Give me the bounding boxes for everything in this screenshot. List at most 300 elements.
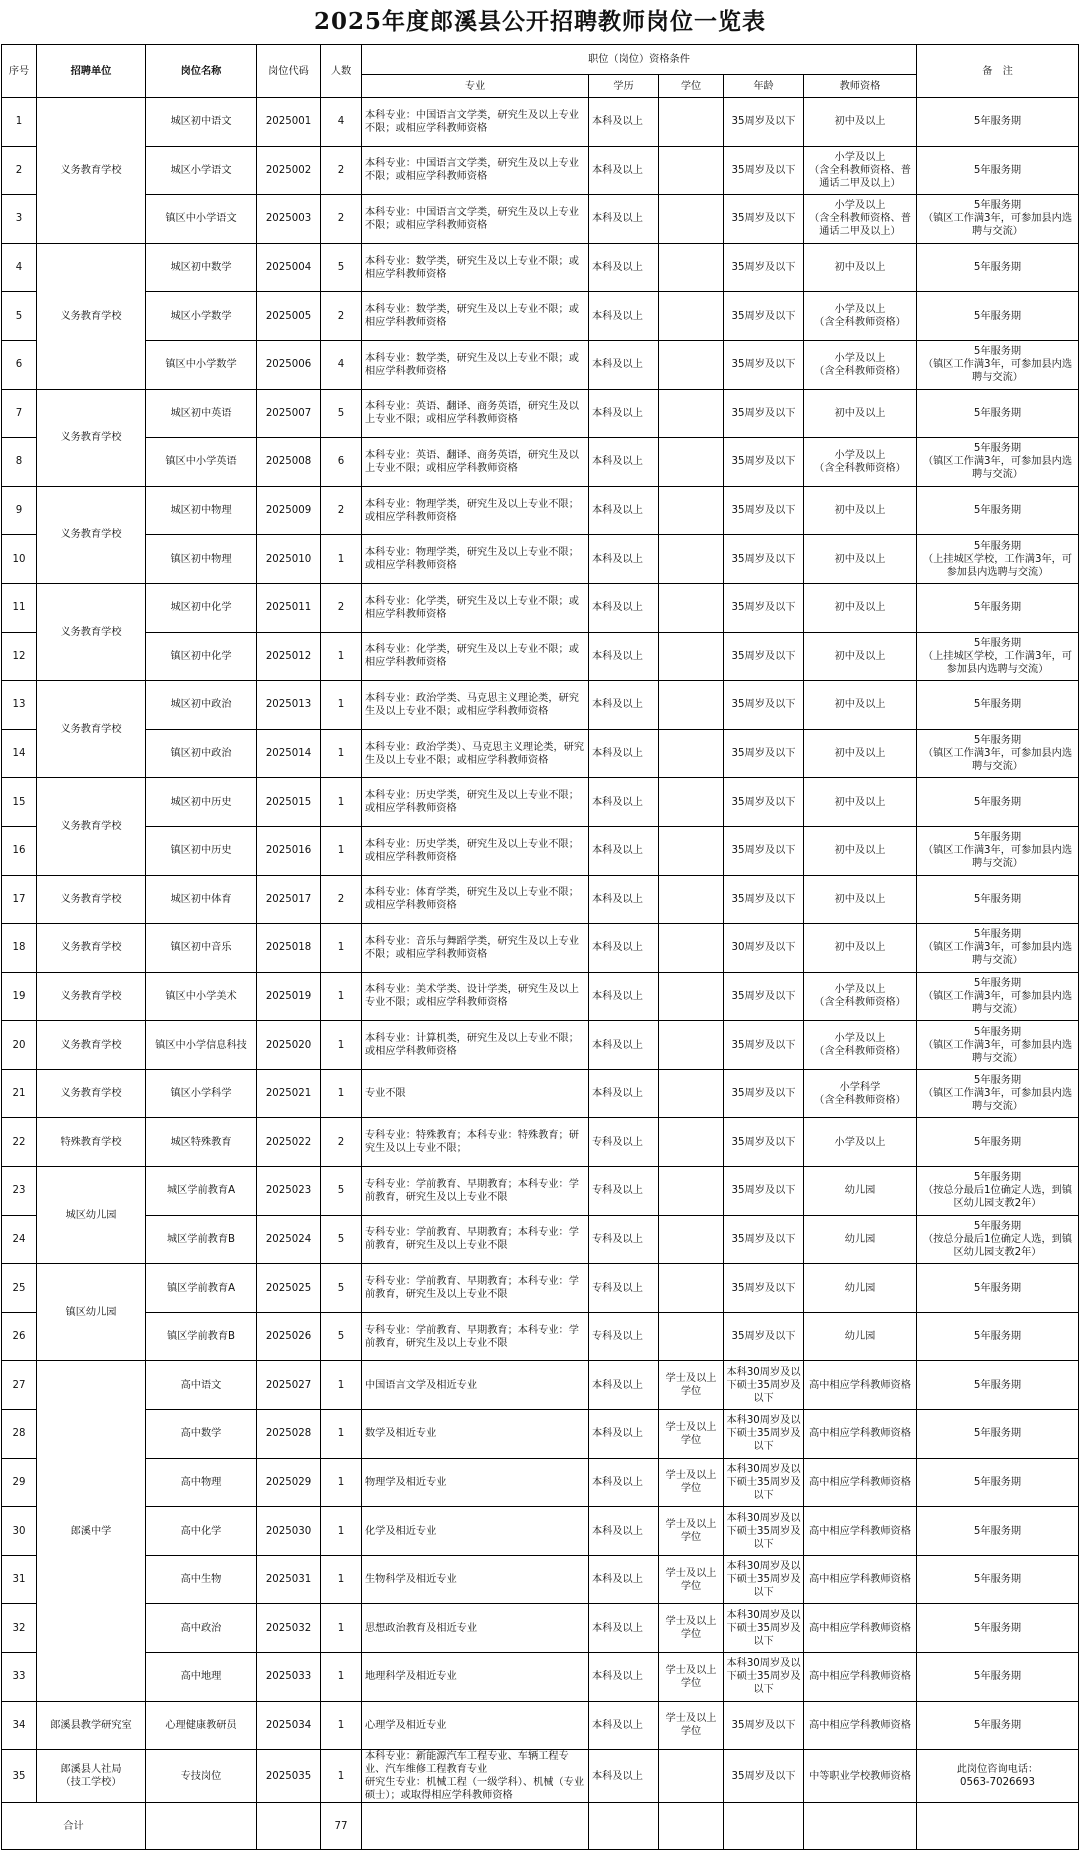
table-row (2, 1507, 1079, 1556)
table-row (2, 632, 1079, 681)
cell-post: 城区小学数学 (146, 292, 257, 341)
cell-cert: 初中及以上 (804, 583, 917, 632)
cell-major: 生物科学及相近专业 (362, 1555, 589, 1604)
total-row (2, 1803, 1079, 1850)
cell-num: 5 (321, 389, 362, 438)
cell-seq: 34 (2, 1701, 37, 1750)
cell-note: 5年服务期 (917, 1458, 1079, 1507)
cell-age: 35周岁及以下 (724, 292, 804, 341)
cell-degree (659, 340, 724, 389)
cell-edu: 本科及以上 (589, 195, 659, 244)
cell-note: 5年服务期 （镇区工作满3年，可参加县内选聘与交流） (917, 1069, 1079, 1118)
cell-age: 35周岁及以下 (724, 1312, 804, 1361)
cell-post: 镇区学前教育B (146, 1312, 257, 1361)
cell-degree (659, 195, 724, 244)
header-major: 专业 (362, 75, 589, 98)
cell-edu: 本科及以上 (589, 486, 659, 535)
cell-degree (659, 1069, 724, 1118)
cell-age: 35周岁及以下 (724, 340, 804, 389)
cell-post: 高中政治 (146, 1604, 257, 1653)
cell-note: 5年服务期 （镇区工作满3年，可参加县内选聘与交流） (917, 438, 1079, 487)
cell-degree: 学士及以上学位 (659, 1458, 724, 1507)
cell-note: 5年服务期 (917, 778, 1079, 827)
cell-major: 本科专业：新能源汽车工程专业、车辆工程专业、汽车维修工程教育专业 研究生专业：机械工程（一级学科）、机械（专业硕士）；或取得相应学科教师资格 (362, 1750, 589, 1803)
cell-cert: 初中及以上 (804, 729, 917, 778)
table-row (2, 1215, 1079, 1264)
table-row (2, 1118, 1079, 1167)
cell-post: 城区小学语文 (146, 146, 257, 195)
recruitment-table (1, 44, 1079, 1850)
cell-cert: 高中相应学科教师资格 (804, 1410, 917, 1459)
cell-seq: 26 (2, 1312, 37, 1361)
cell-post: 高中生物 (146, 1555, 257, 1604)
cell-seq: 16 (2, 826, 37, 875)
cell-edu: 本科及以上 (589, 146, 659, 195)
cell-num: 2 (321, 583, 362, 632)
cell-seq: 17 (2, 875, 37, 924)
cell-edu: 本科及以上 (589, 1021, 659, 1070)
total-empty (257, 1803, 321, 1850)
cell-cert: 初中及以上 (804, 535, 917, 584)
cell-age: 35周岁及以下 (724, 875, 804, 924)
cell-major: 本科专业：体育学类，研究生及以上专业不限；或相应学科教师资格 (362, 875, 589, 924)
cell-note: 5年服务期 (917, 1264, 1079, 1313)
header-cert: 教师资格 (804, 75, 917, 98)
cell-note: 5年服务期 （上挂城区学校，工作满3年，可参加县内选聘与交流） (917, 632, 1079, 681)
cell-edu: 本科及以上 (589, 583, 659, 632)
cell-degree (659, 535, 724, 584)
cell-major: 本科专业：数学类，研究生及以上专业不限；或相应学科教师资格 (362, 340, 589, 389)
cell-cert: 中等职业学校教师资格 (804, 1750, 917, 1803)
cell-post: 城区特殊教育 (146, 1118, 257, 1167)
cell-degree (659, 924, 724, 973)
table-row (2, 1410, 1079, 1459)
cell-age: 35周岁及以下 (724, 243, 804, 292)
cell-code: 2025007 (257, 389, 321, 438)
cell-edu: 专科及以上 (589, 1312, 659, 1361)
cell-edu: 本科及以上 (589, 535, 659, 584)
table-row (2, 729, 1079, 778)
cell-note: 5年服务期 (917, 1118, 1079, 1167)
cell-num: 5 (321, 1167, 362, 1216)
cell-num: 1 (321, 1021, 362, 1070)
cell-degree: 学士及以上学位 (659, 1701, 724, 1750)
cell-note: 5年服务期 (917, 1410, 1079, 1459)
cell-degree (659, 292, 724, 341)
cell-note: 5年服务期 (917, 681, 1079, 730)
cell-cert: 初中及以上 (804, 875, 917, 924)
cell-seq: 18 (2, 924, 37, 973)
cell-code: 2025017 (257, 875, 321, 924)
cell-major: 数学及相近专业 (362, 1410, 589, 1459)
table-row (2, 195, 1079, 244)
cell-seq: 5 (2, 292, 37, 341)
cell-cert: 高中相应学科教师资格 (804, 1701, 917, 1750)
cell-seq: 13 (2, 681, 37, 730)
cell-post: 城区初中英语 (146, 389, 257, 438)
cell-age: 35周岁及以下 (724, 486, 804, 535)
cell-num: 2 (321, 875, 362, 924)
cell-code: 2025028 (257, 1410, 321, 1459)
cell-num: 1 (321, 1555, 362, 1604)
table-row (2, 924, 1079, 973)
total-empty (362, 1803, 589, 1850)
table-row (2, 535, 1079, 584)
cell-code: 2025029 (257, 1458, 321, 1507)
cell-post: 城区初中物理 (146, 486, 257, 535)
cell-num: 1 (321, 924, 362, 973)
cell-seq: 31 (2, 1555, 37, 1604)
cell-major: 化学及相近专业 (362, 1507, 589, 1556)
cell-seq: 10 (2, 535, 37, 584)
cell-degree (659, 778, 724, 827)
cell-note: 5年服务期 (917, 146, 1079, 195)
cell-code: 2025009 (257, 486, 321, 535)
cell-cert: 高中相应学科教师资格 (804, 1604, 917, 1653)
cell-note: 5年服务期 （上挂城区学校，工作满3年，可参加县内选聘与交流） (917, 535, 1079, 584)
cell-code: 2025016 (257, 826, 321, 875)
cell-major: 本科专业：英语、翻译、商务英语，研究生及以上专业不限；或相应学科教师资格 (362, 389, 589, 438)
cell-cert: 高中相应学科教师资格 (804, 1458, 917, 1507)
cell-post: 城区初中化学 (146, 583, 257, 632)
cell-unit: 义务教育学校 (37, 875, 146, 924)
cell-post: 高中物理 (146, 1458, 257, 1507)
cell-seq: 29 (2, 1458, 37, 1507)
cell-cert: 幼儿园 (804, 1264, 917, 1313)
cell-age: 35周岁及以下 (724, 1215, 804, 1264)
cell-degree (659, 146, 724, 195)
cell-age: 35周岁及以下 (724, 681, 804, 730)
cell-seq: 4 (2, 243, 37, 292)
cell-num: 1 (321, 778, 362, 827)
cell-age: 35周岁及以下 (724, 1701, 804, 1750)
cell-post: 高中化学 (146, 1507, 257, 1556)
cell-unit: 城区幼儿园 (37, 1167, 146, 1264)
table-row (2, 1361, 1079, 1410)
cell-degree (659, 486, 724, 535)
cell-seq: 27 (2, 1361, 37, 1410)
cell-age: 本科30周岁及以下硕士35周岁及以下 (724, 1653, 804, 1702)
cell-cert: 初中及以上 (804, 486, 917, 535)
cell-code: 2025004 (257, 243, 321, 292)
cell-cert: 小学及以上 （含全科教师资格） (804, 340, 917, 389)
total-empty (589, 1803, 659, 1850)
cell-major: 心理学及相近专业 (362, 1701, 589, 1750)
cell-num: 4 (321, 98, 362, 147)
total-empty (917, 1803, 1079, 1850)
cell-degree (659, 1215, 724, 1264)
cell-major: 本科专业：化学类，研究生及以上专业不限；或相应学科教师资格 (362, 583, 589, 632)
cell-code: 2025002 (257, 146, 321, 195)
cell-edu: 专科及以上 (589, 1215, 659, 1264)
cell-cert: 初中及以上 (804, 98, 917, 147)
table-row (2, 1604, 1079, 1653)
cell-edu: 专科及以上 (589, 1167, 659, 1216)
cell-age: 35周岁及以下 (724, 1750, 804, 1803)
cell-note: 5年服务期 (917, 292, 1079, 341)
cell-post: 城区初中体育 (146, 875, 257, 924)
cell-unit: 义务教育学校 (37, 98, 146, 244)
cell-cert: 幼儿园 (804, 1167, 917, 1216)
cell-post: 镇区小学科学 (146, 1069, 257, 1118)
table-row (2, 1312, 1079, 1361)
cell-seq: 19 (2, 972, 37, 1021)
cell-post: 高中数学 (146, 1410, 257, 1459)
cell-unit: 义务教育学校 (37, 389, 146, 486)
cell-age: 35周岁及以下 (724, 1118, 804, 1167)
cell-post: 城区学前教育A (146, 1167, 257, 1216)
cell-post: 镇区学前教育A (146, 1264, 257, 1313)
cell-post: 心理健康教研员 (146, 1701, 257, 1750)
total-num: 77 (321, 1803, 362, 1850)
cell-code: 2025027 (257, 1361, 321, 1410)
table-row (2, 389, 1079, 438)
cell-num: 1 (321, 632, 362, 681)
cell-cert: 初中及以上 (804, 778, 917, 827)
cell-seq: 32 (2, 1604, 37, 1653)
cell-age: 35周岁及以下 (724, 1069, 804, 1118)
header-degree: 学位 (659, 75, 724, 98)
cell-num: 1 (321, 729, 362, 778)
cell-num: 1 (321, 1361, 362, 1410)
cell-unit: 郎溪中学 (37, 1361, 146, 1701)
cell-edu: 本科及以上 (589, 1410, 659, 1459)
cell-cert: 幼儿园 (804, 1215, 917, 1264)
cell-note: 5年服务期 (917, 583, 1079, 632)
cell-degree (659, 583, 724, 632)
table-row (2, 1701, 1079, 1750)
cell-seq: 9 (2, 486, 37, 535)
cell-degree (659, 389, 724, 438)
cell-major: 本科专业：历史学类，研究生及以上专业不限；或相应学科教师资格 (362, 826, 589, 875)
cell-seq: 23 (2, 1167, 37, 1216)
cell-code: 2025026 (257, 1312, 321, 1361)
cell-major: 本科专业：数学类，研究生及以上专业不限；或相应学科教师资格 (362, 243, 589, 292)
header-unit: 招聘单位 (37, 45, 146, 98)
cell-edu: 本科及以上 (589, 972, 659, 1021)
table-row (2, 1264, 1079, 1313)
cell-code: 2025011 (257, 583, 321, 632)
table-row (2, 1069, 1079, 1118)
cell-degree (659, 972, 724, 1021)
cell-degree (659, 1118, 724, 1167)
cell-unit: 义务教育学校 (37, 486, 146, 583)
cell-num: 2 (321, 1118, 362, 1167)
cell-age: 35周岁及以下 (724, 146, 804, 195)
cell-edu: 本科及以上 (589, 729, 659, 778)
cell-edu: 本科及以上 (589, 340, 659, 389)
cell-num: 1 (321, 826, 362, 875)
total-label: 合计 (2, 1803, 146, 1850)
header-seq: 序号 (2, 45, 37, 98)
cell-code: 2025012 (257, 632, 321, 681)
cell-degree (659, 98, 724, 147)
cell-unit: 特殊教育学校 (37, 1118, 146, 1167)
cell-code: 2025030 (257, 1507, 321, 1556)
cell-edu: 本科及以上 (589, 681, 659, 730)
cell-major: 思想政治教育及相近专业 (362, 1604, 589, 1653)
cell-num: 2 (321, 486, 362, 535)
cell-code: 2025018 (257, 924, 321, 973)
cell-post: 专技岗位 (146, 1750, 257, 1803)
cell-note: 5年服务期 (917, 1555, 1079, 1604)
cell-post: 城区初中政治 (146, 681, 257, 730)
cell-post: 镇区初中政治 (146, 729, 257, 778)
cell-post: 镇区初中历史 (146, 826, 257, 875)
cell-major: 专业不限 (362, 1069, 589, 1118)
cell-cert: 高中相应学科教师资格 (804, 1653, 917, 1702)
cell-post: 城区学前教育B (146, 1215, 257, 1264)
table-row (2, 340, 1079, 389)
cell-degree: 学士及以上学位 (659, 1653, 724, 1702)
cell-cert: 初中及以上 (804, 826, 917, 875)
cell-unit: 义务教育学校 (37, 924, 146, 973)
cell-cert: 小学及以上 （含全科教师资格） (804, 438, 917, 487)
cell-edu: 本科及以上 (589, 292, 659, 341)
cell-seq: 22 (2, 1118, 37, 1167)
cell-note: 5年服务期 （镇区工作满3年，可参加县内选聘与交流） (917, 195, 1079, 244)
cell-cert: 初中及以上 (804, 243, 917, 292)
total-empty (724, 1803, 804, 1850)
cell-major: 专科专业：学前教育、早期教育；本科专业：学前教育，研究生及以上专业不限 (362, 1264, 589, 1313)
cell-num: 1 (321, 1458, 362, 1507)
cell-cert: 小学及以上 （含全科教师资格、普通话二甲及以上） (804, 195, 917, 244)
cell-age: 35周岁及以下 (724, 389, 804, 438)
cell-num: 1 (321, 535, 362, 584)
cell-degree: 学士及以上学位 (659, 1410, 724, 1459)
cell-code: 2025019 (257, 972, 321, 1021)
header-note: 备 注 (917, 45, 1079, 98)
cell-seq: 8 (2, 438, 37, 487)
cell-seq: 30 (2, 1507, 37, 1556)
cell-code: 2025006 (257, 340, 321, 389)
cell-num: 1 (321, 1069, 362, 1118)
cell-major: 专科专业：特殊教育；本科专业：特殊教育；研究生及以上专业不限； (362, 1118, 589, 1167)
cell-note: 5年服务期 （按总分最后1位确定人选，到镇区幼儿园支教2年） (917, 1167, 1079, 1216)
cell-age: 35周岁及以下 (724, 583, 804, 632)
table-row (2, 438, 1079, 487)
cell-edu: 本科及以上 (589, 438, 659, 487)
cell-post: 城区初中语文 (146, 98, 257, 147)
cell-major: 中国语言文学及相近专业 (362, 1361, 589, 1410)
cell-seq: 3 (2, 195, 37, 244)
cell-degree (659, 875, 724, 924)
cell-num: 1 (321, 681, 362, 730)
cell-cert: 初中及以上 (804, 924, 917, 973)
cell-degree (659, 632, 724, 681)
total-empty (659, 1803, 724, 1850)
cell-num: 5 (321, 243, 362, 292)
cell-edu: 本科及以上 (589, 1653, 659, 1702)
cell-cert: 高中相应学科教师资格 (804, 1507, 917, 1556)
cell-note: 5年服务期 (917, 1507, 1079, 1556)
cell-edu: 本科及以上 (589, 826, 659, 875)
cell-code: 2025034 (257, 1701, 321, 1750)
cell-age: 35周岁及以下 (724, 195, 804, 244)
table-row (2, 681, 1079, 730)
cell-edu: 本科及以上 (589, 1361, 659, 1410)
cell-cert: 小学及以上 （含全科教师资格） (804, 292, 917, 341)
cell-degree (659, 1750, 724, 1803)
cell-degree (659, 681, 724, 730)
table-row (2, 972, 1079, 1021)
cell-cert: 小学及以上 （含全科教师资格） (804, 1021, 917, 1070)
cell-unit: 义务教育学校 (37, 583, 146, 680)
cell-note: 5年服务期 （按总分最后1位确定人选，到镇区幼儿园支教2年） (917, 1215, 1079, 1264)
table-row (2, 1021, 1079, 1070)
cell-post: 镇区中小学信息科技 (146, 1021, 257, 1070)
cell-age: 35周岁及以下 (724, 1021, 804, 1070)
cell-post: 镇区中小学英语 (146, 438, 257, 487)
total-empty (804, 1803, 917, 1850)
cell-post: 高中语文 (146, 1361, 257, 1410)
cell-unit: 义务教育学校 (37, 778, 146, 875)
cell-post: 镇区中小学美术 (146, 972, 257, 1021)
cell-edu: 本科及以上 (589, 875, 659, 924)
cell-code: 2025015 (257, 778, 321, 827)
cell-major: 物理学及相近专业 (362, 1458, 589, 1507)
cell-code: 2025025 (257, 1264, 321, 1313)
cell-code: 2025014 (257, 729, 321, 778)
cell-major: 本科专业：物理学类，研究生及以上专业不限；或相应学科教师资格 (362, 535, 589, 584)
cell-num: 1 (321, 1750, 362, 1803)
cell-edu: 本科及以上 (589, 1555, 659, 1604)
cell-age: 35周岁及以下 (724, 632, 804, 681)
cell-age: 本科30周岁及以下硕士35周岁及以下 (724, 1507, 804, 1556)
cell-age: 35周岁及以下 (724, 778, 804, 827)
cell-cert: 小学及以上 （含全科教师资格） (804, 972, 917, 1021)
cell-post: 城区初中数学 (146, 243, 257, 292)
cell-post: 镇区中小学数学 (146, 340, 257, 389)
cell-note: 5年服务期 （镇区工作满3年，可参加县内选聘与交流） (917, 826, 1079, 875)
cell-num: 1 (321, 1410, 362, 1459)
cell-num: 4 (321, 340, 362, 389)
cell-age: 30周岁及以下 (724, 924, 804, 973)
cell-age: 本科30周岁及以下硕士35周岁及以下 (724, 1555, 804, 1604)
cell-age: 35周岁及以下 (724, 535, 804, 584)
table-row (2, 875, 1079, 924)
cell-edu: 专科及以上 (589, 1264, 659, 1313)
cell-seq: 21 (2, 1069, 37, 1118)
cell-major: 本科专业：政治学类）、马克思主义理论类，研究生及以上专业不限；或相应学科教师资格 (362, 729, 589, 778)
header-conditions: 职位（岗位）资格条件 (362, 45, 917, 75)
cell-note: 5年服务期 （镇区工作满3年，可参加县内选聘与交流） (917, 340, 1079, 389)
cell-edu: 本科及以上 (589, 1069, 659, 1118)
cell-major: 本科专业：历史学类，研究生及以上专业不限；或相应学科教师资格 (362, 778, 589, 827)
cell-note: 5年服务期 （镇区工作满3年，可参加县内选聘与交流） (917, 1021, 1079, 1070)
cell-note: 5年服务期 (917, 1701, 1079, 1750)
cell-major: 本科专业：中国语言文学类，研究生及以上专业不限；或相应学科教师资格 (362, 195, 589, 244)
cell-note: 5年服务期 (917, 1312, 1079, 1361)
header-post: 岗位名称 (146, 45, 257, 98)
table-row (2, 1750, 1079, 1803)
cell-cert: 初中及以上 (804, 632, 917, 681)
cell-note: 5年服务期 (917, 389, 1079, 438)
cell-seq: 12 (2, 632, 37, 681)
cell-degree: 学士及以上学位 (659, 1555, 724, 1604)
cell-note: 5年服务期 (917, 1653, 1079, 1702)
cell-degree (659, 1021, 724, 1070)
cell-note: 5年服务期 (917, 1604, 1079, 1653)
cell-age: 本科30周岁及以下硕士35周岁及以下 (724, 1410, 804, 1459)
table-row (2, 583, 1079, 632)
cell-major: 本科专业：化学类，研究生及以上专业不限；或相应学科教师资格 (362, 632, 589, 681)
table-row (2, 1653, 1079, 1702)
cell-note: 5年服务期 （镇区工作满3年，可参加县内选聘与交流） (917, 972, 1079, 1021)
cell-code: 2025005 (257, 292, 321, 341)
table-row (2, 1167, 1079, 1216)
cell-unit: 镇区幼儿园 (37, 1264, 146, 1361)
